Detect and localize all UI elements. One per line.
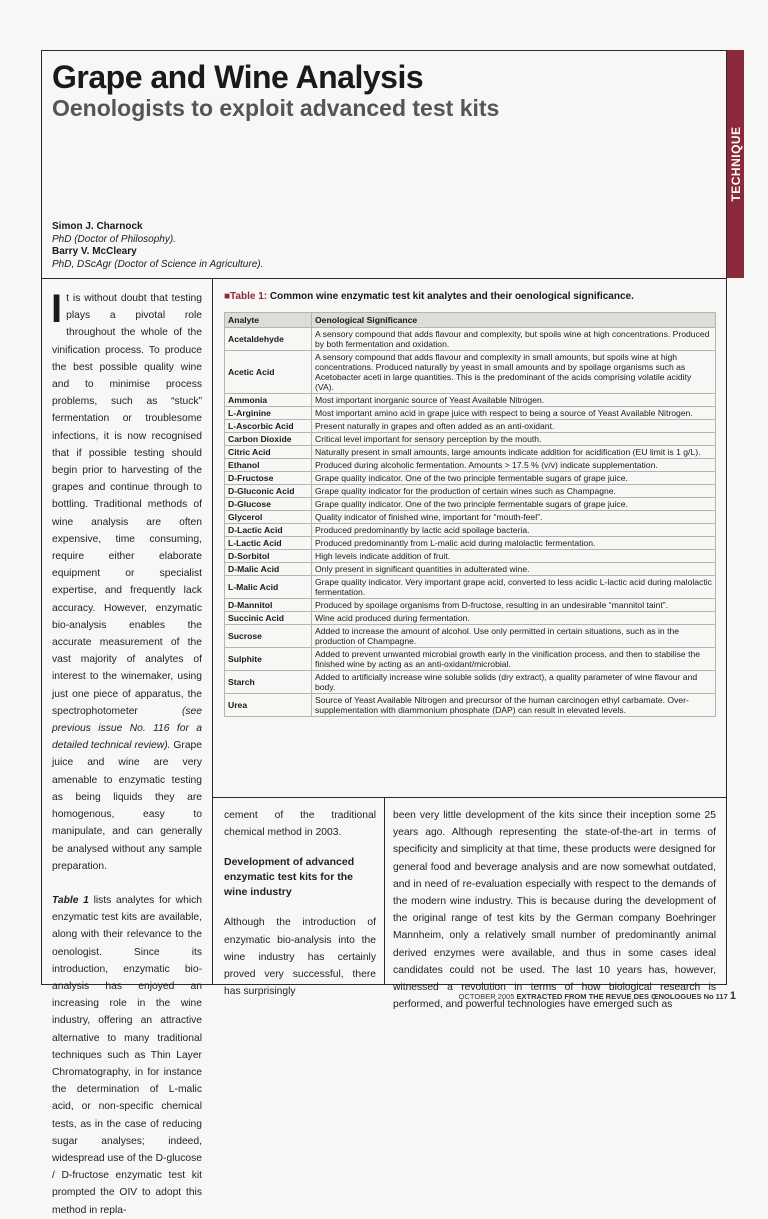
caption-text: Common wine enzymatic test kit analytes and their oenological significance. xyxy=(269,291,634,302)
analyte-cell: L-Ascorbic Acid xyxy=(225,420,312,433)
analyte-cell: D-Fructose xyxy=(225,472,312,485)
analyte-cell: Carbon Dioxide xyxy=(225,433,312,446)
table-row xyxy=(225,694,716,717)
analyte-cell: L-Arginine xyxy=(225,407,312,420)
table-row xyxy=(225,472,716,485)
column-header: Analyte xyxy=(225,313,312,328)
column-header: Oenological Significance xyxy=(312,313,716,328)
caption-marker: ■ xyxy=(224,291,231,302)
significance-cell: Wine acid produced during fermentation. xyxy=(312,612,716,625)
significance-cell: Most important inorganic source of Yeast Available Nitrogen. xyxy=(312,394,716,407)
table-reference: Table 1 xyxy=(52,894,89,906)
analyte-cell: D-Gluconic Acid xyxy=(225,485,312,498)
significance-cell: Present naturally in grapes and often added as an anti-oxidant. xyxy=(312,420,716,433)
body-column-3 xyxy=(393,807,716,1013)
section-heading: Development of advanced enzymatic test kits for the wine industry xyxy=(224,856,355,899)
table-row xyxy=(225,433,716,446)
issue-date: OCTOBER 2005 xyxy=(458,992,515,1001)
paragraph: cement of the traditional chemical method in 2003. xyxy=(224,810,376,839)
significance-cell: Produced predominantly by lactic acid spoilage bacteria. xyxy=(312,524,716,537)
table-row xyxy=(225,612,716,625)
column-divider-2 xyxy=(384,797,385,985)
body-column-1 xyxy=(51,287,202,1219)
analyte-cell: Acetaldehyde xyxy=(225,328,312,351)
table-row xyxy=(225,599,716,612)
significance-cell: High levels indicate addition of fruit. xyxy=(312,550,716,563)
significance-cell: Produced during alcoholic fermentation. Amounts > 17.5 % (v/v) indicate supplementation. xyxy=(312,459,716,472)
analyte-cell: Citric Acid xyxy=(225,446,312,459)
significance-cell: Most important amino acid in grape juice with respect to being a source of Yeast Available Nitrogen. xyxy=(312,407,716,420)
significance-cell: Produced predominantly from L-malic acid during malolactic fermentation. xyxy=(312,537,716,550)
analyte-cell: Succinic Acid xyxy=(225,612,312,625)
significance-cell: Grape quality indicator. One of the two principle fermentable sugars of grape juice. xyxy=(312,498,716,511)
significance-cell: Added to prevent unwanted microbial growth early in the vinification process, and then to stabilise the finished wine by acting as an anti-oxidant/microbial. xyxy=(312,648,716,671)
significance-cell: Grape quality indicator. Very important grape acid, converted to less acidic L-lactic acid during malolactic fermentation. xyxy=(312,576,716,599)
table-row xyxy=(225,524,716,537)
significance-cell: Grape quality indicator. One of the two principle fermentable sugars of grape juice. xyxy=(312,472,716,485)
analyte-cell: D-Glucose xyxy=(225,498,312,511)
analyte-cell: L-Lactic Acid xyxy=(225,537,312,550)
section-tab xyxy=(727,50,744,278)
header-divider xyxy=(41,278,727,279)
table-row xyxy=(225,671,716,694)
table-row xyxy=(225,407,716,420)
author-name: Simon J. Charnock xyxy=(52,221,143,232)
table-row xyxy=(225,576,716,599)
source-line: EXTRACTED FROM THE REVUE DES ŒNOLOGUES No 117 xyxy=(516,992,728,1001)
table-row xyxy=(225,351,716,394)
analyte-cell: Sulphite xyxy=(225,648,312,671)
table-row xyxy=(225,498,716,511)
significance-cell: A sensory compound that adds flavour and complexity, but spoils wine at high concentrations. Produced by both fermentation and oxidation. xyxy=(312,328,716,351)
significance-cell: Source of Yeast Available Nitrogen and precursor of the human carcinogen ethyl carbamate. Over-supplementation with diammonium phosphate (DAP) can result in elevated levels. xyxy=(312,694,716,717)
page-footer xyxy=(459,990,736,1002)
analyte-cell: D-Lactic Acid xyxy=(225,524,312,537)
author-credential: PhD (Doctor of Philosophy). xyxy=(52,233,176,245)
author-name: Barry V. McCleary xyxy=(52,246,137,258)
table-divider xyxy=(212,797,727,798)
analyte-cell: D-Mannitol xyxy=(225,599,312,612)
table-row xyxy=(225,485,716,498)
article-title: Grape and Wine Analysis xyxy=(52,59,424,95)
article-subtitle: Oenologists to exploit advanced test kits xyxy=(52,95,500,121)
table-caption xyxy=(224,291,634,302)
significance-cell: Produced by spoilage organisms from D-fructose, resulting in an undesirable “mannitol taint”. xyxy=(312,599,716,612)
table-row xyxy=(225,328,716,351)
analyte-cell: Starch xyxy=(225,671,312,694)
table-row xyxy=(225,563,716,576)
paragraph: been very little development of the kits since their inception some 25 years ago. Although representing the state-of-the-art in terms of specificity and simplicity at that time, these products were designed for general food and beverage analysis and are now somewhat outdated, and in need of re-evaluation especially with respect to the demands of the modern wine industry. This is because during the development of the original range of test kits by the German company Boehringer Mannheim, only a relatively small number of predominantly animal derived enzymes were available, and thus in some cases ideal candidates could not be used. The last 10 years has, however, witnessed a revolution in terms of how biological research is performed, and powerful technologies have emerged such as xyxy=(393,810,716,1011)
body-column-2 xyxy=(224,807,376,1000)
column-divider xyxy=(212,278,213,985)
significance-cell: Critical level important for sensory perception by the mouth. xyxy=(312,433,716,446)
analytes-table xyxy=(224,312,716,717)
table-row xyxy=(225,459,716,472)
page-number: 1 xyxy=(729,990,736,1002)
analyte-cell: D-Malic Acid xyxy=(225,563,312,576)
significance-cell: Added to artificially increase wine soluble solids (dry extract), a quality parameter of wine flavour and body. xyxy=(312,671,716,694)
table-row xyxy=(225,394,716,407)
table-row xyxy=(225,648,716,671)
analyte-cell: Urea xyxy=(225,694,312,717)
significance-cell: A sensory compound that adds flavour and complexity in small amounts, but spoils wine at high concentrations. Produced naturally by yeast in small amounts and by spoilage organisms such as Acetobacter aceti in large quantities. This is the predominant of the acids comprising volatile acidity (VA). xyxy=(312,351,716,394)
analyte-cell: Acetic Acid xyxy=(225,351,312,394)
significance-cell: Grape quality indicator for the production of certain wines such as Champagne. xyxy=(312,485,716,498)
table-row xyxy=(225,550,716,563)
drop-cap: I xyxy=(51,287,63,331)
analyte-cell: D-Sorbitol xyxy=(225,550,312,563)
significance-cell: Naturally present in small amounts, large amounts indicate addition for acidification (EU limit is 1 g/L). xyxy=(312,446,716,459)
table-row xyxy=(225,537,716,550)
analyte-cell: Ammonia xyxy=(225,394,312,407)
paragraph-table-ref: Table 1 lists analytes for which enzymatic test kits are available, along with their relevance to the oenologist. Since its introduction, enzymatic bio-analysis has enjoyed an increasing role in the wine industry, offering an attractive alternative to many traditional techniques such as Thin Layer Chromatography, in for instance the determination of L-malic acid, or non-specific chemical tests, as in the case of reducing sugar analyses; indeed, widespread use of the D-glucose / D-fructose enzymatic test kit prompted the OIV to adopt this method in repla- xyxy=(52,894,202,1216)
caption-label: Table 1: xyxy=(230,291,268,302)
table-row xyxy=(225,446,716,459)
section-tab-label: TECHNIQUE xyxy=(728,126,743,202)
table-row xyxy=(225,625,716,648)
analyte-cell: Glycerol xyxy=(225,511,312,524)
significance-cell: Only present in significant quantities in adulterated wine. xyxy=(312,563,716,576)
analyte-cell: L-Malic Acid xyxy=(225,576,312,599)
significance-cell: Added to increase the amount of alcohol. Use only permitted in certain situations, such as in the production of Champagne. xyxy=(312,625,716,648)
analyte-cell: Sucrose xyxy=(225,625,312,648)
author-credential: PhD, DScAgr (Doctor of Science in Agriculture). xyxy=(52,258,264,270)
paragraph-intro: It is without doubt that testing plays a pivotal role throughout the whole of the vinification process. To produce the best possible quality wine and to minimise process problems, such as “stuck” fermentation or troublesome infections, it is now recognised that if possible testing should begin prior to harvesting of the grapes and continue through to bottling. Traditional methods of wine analysis are often expensive, time consuming, require either elaborate equipment or specialist expertise, and frequently lack accuracy. However, enzymatic bio-analysis enables the accurate measurement of the vast majority of analytes of interest to the winemaker, using just one piece of apparatus, the spectrophotometer (see previous issue No. 116 for a detailed technical review). Grape juice and wine are very amenable to enzymatic testing as being liquids they are homogenous, easy to manipulate, and can generally be analysed without any sample preparation. xyxy=(51,287,202,872)
paragraph: Although the introduction of enzymatic bio-analysis into the wine industry has certainly proved very successful, there has surprisingly xyxy=(224,917,376,998)
table-row xyxy=(225,420,716,433)
table-header-row xyxy=(225,313,716,328)
author-block xyxy=(52,221,263,271)
significance-cell: Quality indicator of finished wine, important for “mouth-feel”. xyxy=(312,511,716,524)
table-row xyxy=(225,511,716,524)
analyte-cell: Ethanol xyxy=(225,459,312,472)
